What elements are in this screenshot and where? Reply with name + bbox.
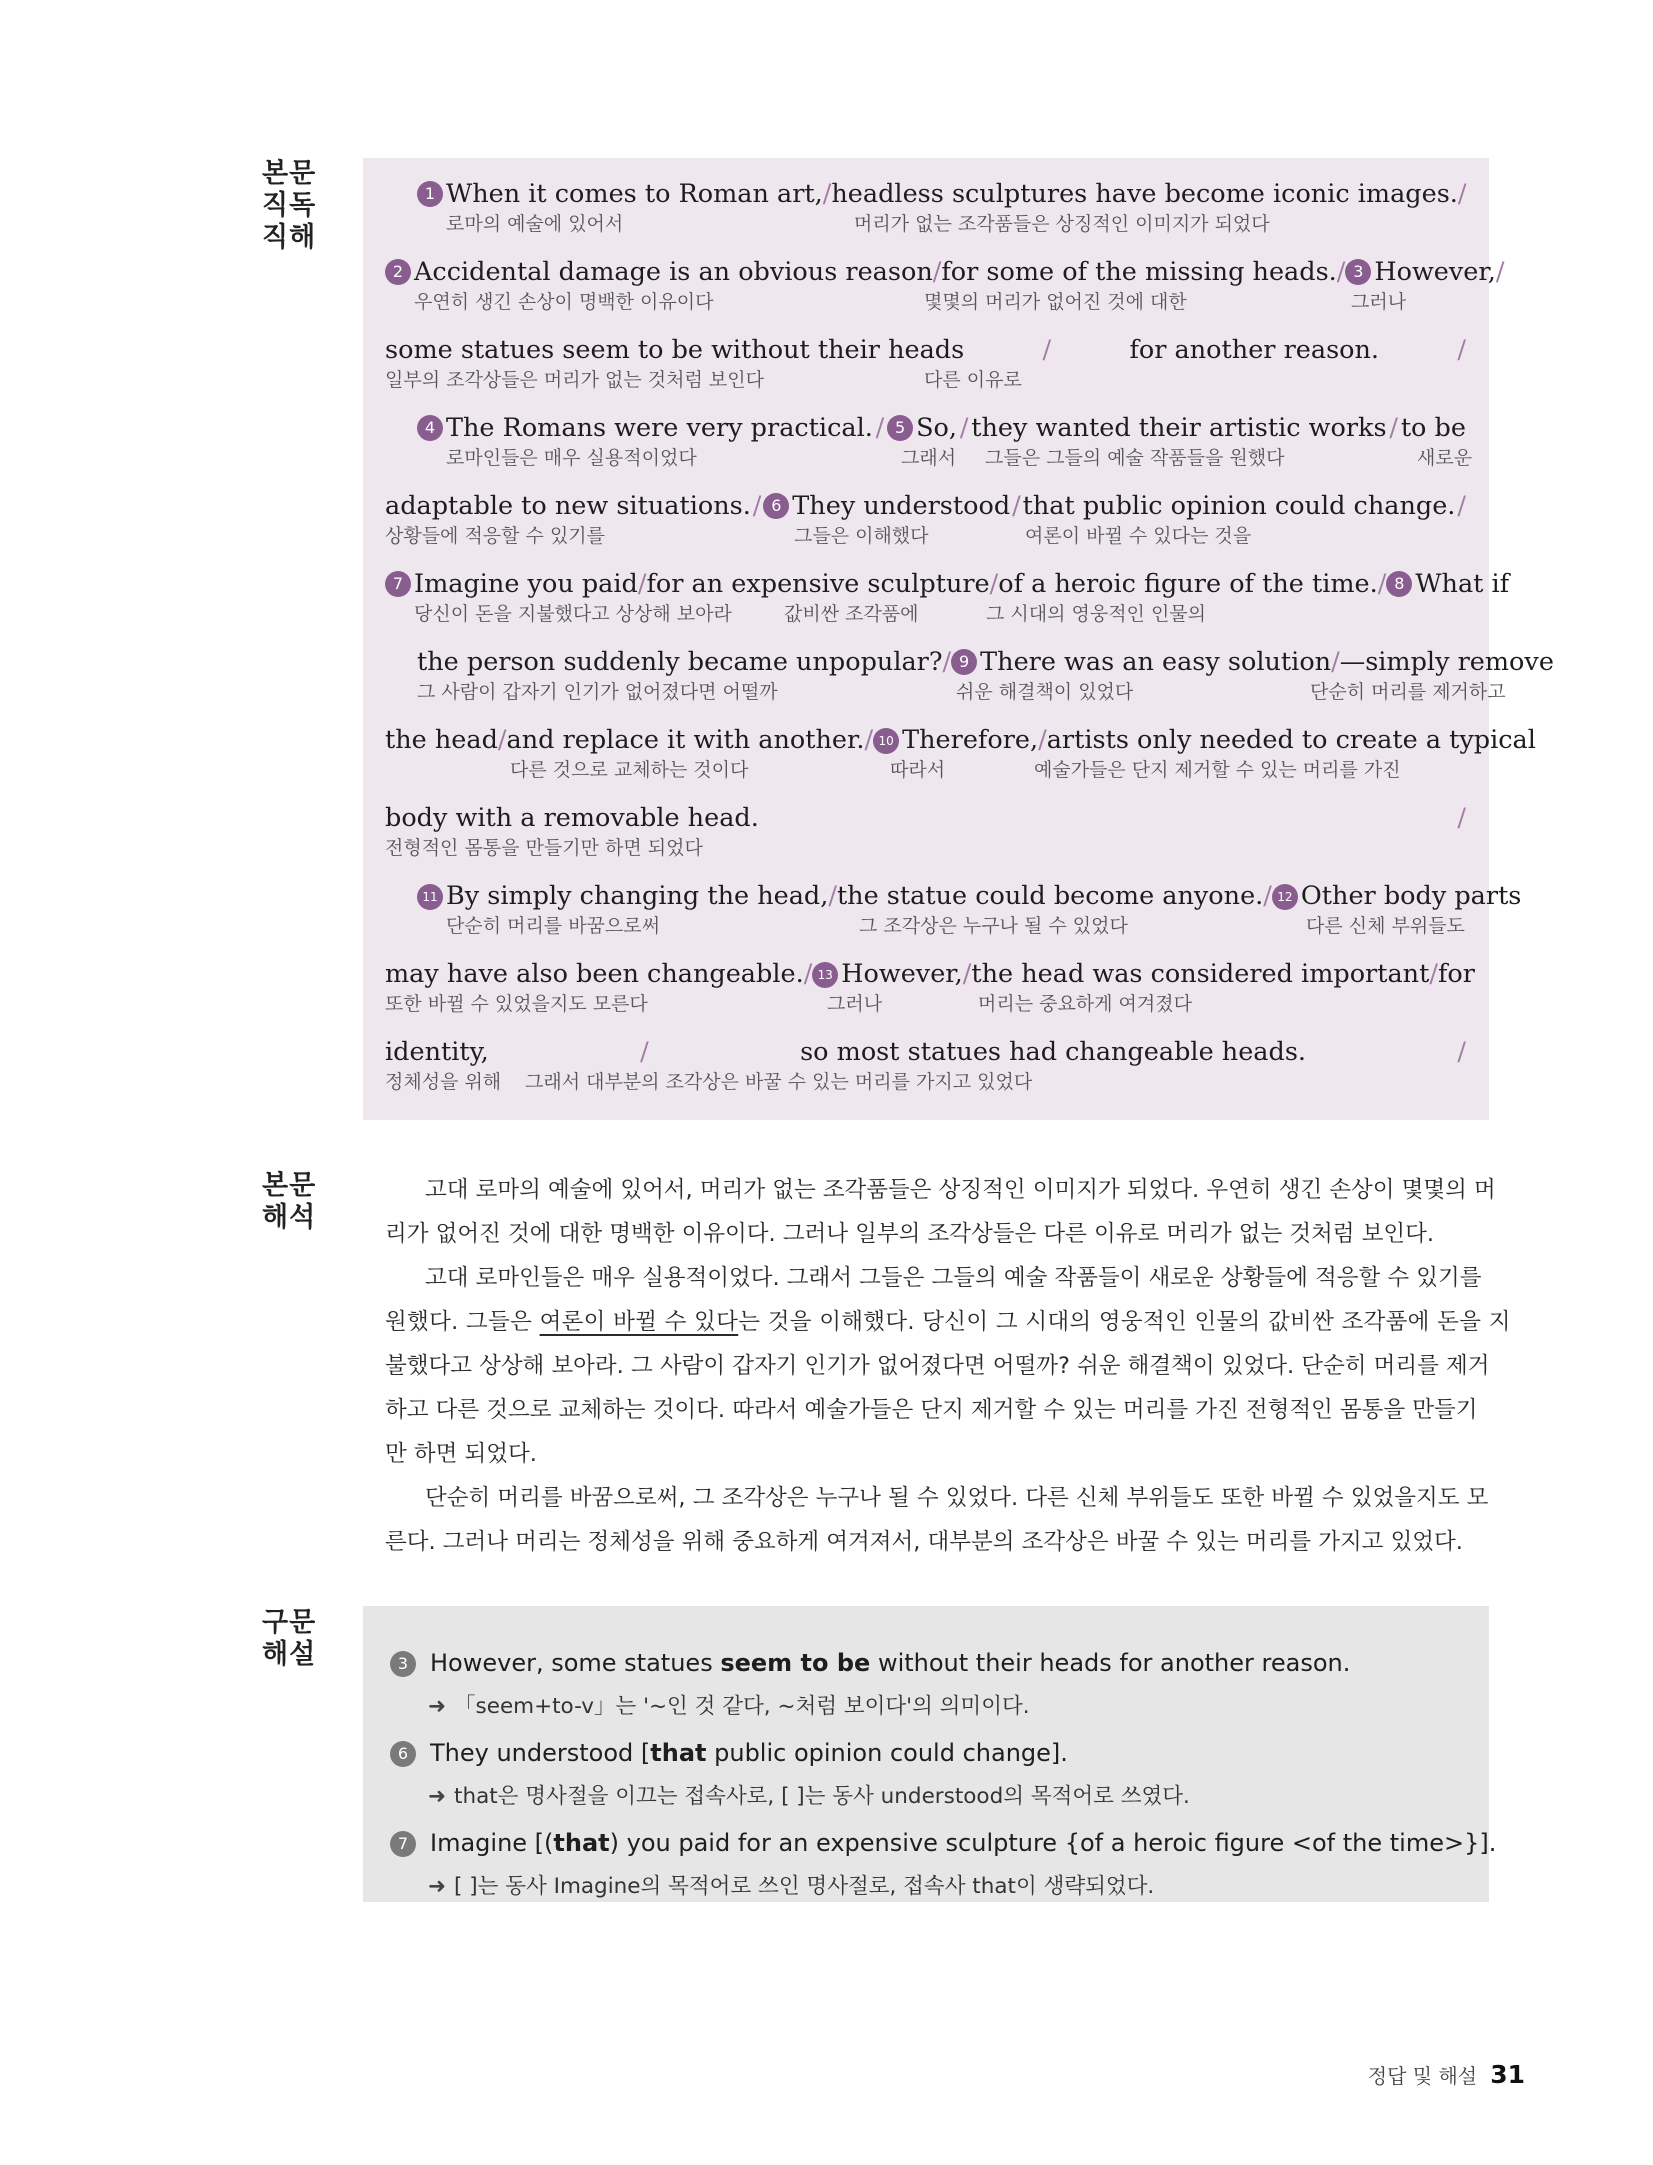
sentence-text: ) you paid for an expensive sculpture {of a heroic figure <of the time>}]. [609, 1829, 1497, 1857]
english-chunk: 8 What if [1386, 568, 1509, 600]
english-chunks [385, 1036, 1466, 1068]
translation-text: 만 하면 되었다. [385, 1441, 537, 1467]
korean-gloss: 여론이 바뀔 수 있다는 것을 [1025, 525, 1252, 547]
korean-glosses [385, 368, 1466, 392]
korean-gloss: 그들은 이해했다 [794, 525, 929, 547]
sentence-number-badge: 11 [417, 884, 443, 910]
sentence-number-badge: 6 [763, 493, 789, 519]
english-chunk: 3 However, [1345, 256, 1496, 288]
section-label-direct: 본문 직독 직해 [262, 158, 317, 253]
grammar-number-badge: 6 [390, 1741, 416, 1767]
korean-gloss: 다른 신체 부위들도 [1306, 915, 1465, 937]
grammar-note [428, 1692, 1030, 1722]
note-text: [ ]는 동사 Imagine의 목적어로 쓰인 명사절로, 접속사 that이 생략되었다. [454, 1874, 1155, 1899]
sentence-text: However, some statues [430, 1649, 721, 1677]
english-chunk: body with a removable head. [385, 803, 759, 833]
korean-glosses [385, 758, 1466, 782]
korean-gloss: 그러나 [1351, 291, 1407, 313]
translation-text: 른다. 그러나 머리는 정체성을 위해 중요하게 여겨져서, 대부분의 조각상은 바꿀 수 있는 머리를 가지고 있었다. [385, 1529, 1463, 1555]
translation-paragraphs [385, 1168, 1511, 1564]
sentence-number-badge: 4 [417, 415, 443, 441]
english-chunk: they wanted their artistic works [971, 413, 1387, 443]
korean-glosses [385, 524, 1466, 548]
sentence-text: without their heads for another reason. [870, 1649, 1351, 1677]
reading-line [385, 802, 1466, 860]
english-chunk: 5 So, [887, 412, 957, 444]
english-chunks [385, 334, 1466, 366]
chunk-slash: / [959, 413, 969, 443]
sentence-number-badge: 2 [385, 259, 411, 285]
korean-gloss: 당신이 돈을 지불했다고 상상해 보아라 [414, 603, 732, 625]
korean-gloss: 그들은 그들의 예술 작품들을 원했다 [985, 447, 1285, 469]
chunk-slash: / [1457, 491, 1466, 521]
chunk-slash: / [640, 1037, 649, 1067]
sentence-number-badge: 1 [417, 181, 443, 207]
korean-gloss: 머리가 없는 조각품들은 상징적인 이미지가 되었다 [854, 213, 1270, 235]
english-chunk: headless sculptures have become iconic images. [831, 179, 1458, 209]
english-chunk: 13 However, [812, 958, 963, 990]
section-label-grammar: 구문 해설 [262, 1607, 317, 1670]
korean-gloss: 그 조각상은 누구나 될 수 있었다 [859, 915, 1128, 937]
reading-line [417, 646, 1554, 704]
grammar-sentence [390, 1737, 1068, 1769]
english-chunks [385, 724, 1536, 756]
korean-gloss: 다른 이유로 [924, 369, 1022, 391]
korean-gloss: 단순히 머리를 바꿈으로써 [446, 915, 660, 937]
english-chunk: for an expensive sculpture [646, 569, 990, 599]
page-footer [1368, 2060, 1525, 2089]
korean-gloss: 새로운 [1417, 447, 1473, 469]
english-chunk: that public opinion could change. [1022, 491, 1456, 521]
english-chunk: 12 Other body parts [1272, 880, 1522, 912]
english-chunk: adaptable to new situations. [385, 491, 751, 521]
korean-gloss: 쉬운 해결책이 있었다 [956, 681, 1134, 703]
chunk-slash: / [1331, 647, 1340, 677]
translation-line [385, 1520, 1466, 1564]
section-label-translation: 본문 해석 [262, 1170, 317, 1233]
english-chunk: so most statues had changeable heads. [800, 1037, 1307, 1067]
korean-gloss: 로마인들은 매우 실용적이었다 [446, 447, 697, 469]
korean-glosses [385, 602, 1466, 626]
sentence-number-badge: 3 [1345, 259, 1371, 285]
korean-gloss: 정체성을 위해 [385, 1071, 502, 1093]
chunk-slash: / [1012, 491, 1021, 521]
bold-phrase: that [553, 1829, 610, 1857]
korean-gloss: 그 사람이 갑자기 인기가 없어졌다면 어떨까 [417, 681, 778, 703]
korean-gloss: 몇몇의 머리가 없어진 것에 대한 [924, 291, 1187, 313]
korean-glosses [417, 680, 1506, 704]
chunk-slash: / [1377, 569, 1387, 599]
english-chunk: for another reason. [1129, 335, 1380, 365]
reading-line [417, 412, 1473, 470]
english-chunk: identity, [385, 1037, 489, 1067]
chunk-slash: / [1457, 179, 1467, 209]
english-chunks [417, 880, 1522, 912]
chunk-slash: / [875, 413, 885, 443]
translation-text: 하고 다른 것으로 교체하는 것이다. 따라서 예술가들은 단지 제거할 수 있는 머리를 가진 전형적인 몸통을 만들기 [385, 1397, 1478, 1423]
translation-text: 원했다. 그들은 [385, 1309, 540, 1335]
reading-line [385, 724, 1536, 782]
chunk-slash: / [864, 725, 874, 755]
english-chunk: 4 The Romans were very practical. [417, 412, 873, 444]
grammar-number-badge: 7 [390, 1831, 416, 1857]
reading-line [385, 1036, 1466, 1094]
chunk-slash: / [822, 179, 832, 209]
chunk-slash: / [1389, 413, 1398, 443]
reading-line [417, 880, 1522, 938]
grammar-note [428, 1782, 1190, 1812]
sentence-number-badge: 9 [951, 649, 977, 675]
translation-text: 불했다고 상상해 보아라. 그 사람이 갑자기 인기가 없어졌다면 어떨까? 쉬운 해결책이 있었다. 단순히 머리를 제거 [385, 1353, 1490, 1379]
translation-line [385, 1300, 1511, 1344]
reading-line [385, 256, 1505, 314]
translation-line [385, 1256, 1482, 1300]
sentence-number-badge: 10 [873, 728, 899, 754]
korean-glosses [417, 446, 1473, 470]
korean-gloss: 전형적인 몸통을 만들기만 하면 되었다 [385, 837, 703, 859]
translation-line [385, 1388, 1478, 1432]
translation-line [385, 1476, 1489, 1520]
grammar-note [428, 1872, 1154, 1902]
english-chunk: artists only needed to create a typical [1046, 725, 1536, 755]
chunk-slash: / [1429, 959, 1438, 989]
english-chunk: for [1437, 959, 1475, 989]
chunk-slash: / [637, 569, 647, 599]
korean-gloss: 그래서 [901, 447, 957, 469]
korean-gloss: 예술가들은 단지 제거할 수 있는 머리를 가진 [1034, 759, 1401, 781]
sentence-number-badge: 7 [385, 571, 411, 597]
translation-text: 리가 없어진 것에 대한 명백한 이유이다. 그러나 일부의 조각상들은 다른 이유로 머리가 없는 것처럼 보인다. [385, 1221, 1435, 1247]
korean-gloss: 머리는 중요하게 여겨졌다 [978, 993, 1192, 1015]
korean-gloss: 값비싼 조각품에 [784, 603, 919, 625]
chunk-slash: / [932, 257, 942, 287]
sentence-text: public opinion could change]. [706, 1739, 1068, 1767]
korean-gloss: 그러나 [827, 993, 883, 1015]
chunk-slash: / [1038, 725, 1047, 755]
note-text: 「seem+to-v」는 '~인 것 같다, ~처럼 보이다'의 의미이다. [454, 1694, 1030, 1719]
footer-text: 정답 및 해설 [1367, 2064, 1478, 2088]
translation-text: 고대 로마의 예술에 있어서, 머리가 없는 조각품들은 상징적인 이미지가 되었다. 우연히 생긴 손상이 몇몇의 머 [425, 1177, 1496, 1203]
chunk-slash: / [1336, 257, 1346, 287]
sentence-number-badge: 5 [887, 415, 913, 441]
grammar-sentence [390, 1647, 1350, 1679]
korean-gloss: 그래서 대부분의 조각상은 바꿀 수 있는 머리를 가지고 있었다 [525, 1071, 1033, 1093]
chunk-slash: / [752, 491, 762, 521]
reading-line [417, 178, 1466, 236]
english-chunk: the person suddenly became unpopular? [417, 647, 943, 677]
chunk-slash: / [497, 725, 507, 755]
underlined-phrase: 여론이 바뀔 수 있다 [539, 1309, 739, 1335]
english-chunk: 10 Therefore, [873, 724, 1038, 756]
korean-glosses [385, 1070, 1466, 1094]
reading-line [385, 958, 1475, 1016]
korean-gloss: 그 시대의 영웅적인 인물의 [986, 603, 1207, 625]
korean-gloss: 또한 바뀔 수 있었을지도 모른다 [385, 993, 648, 1015]
arrow-icon: ➜ [428, 1874, 447, 1899]
korean-gloss: 상황들에 적응할 수 있기를 [385, 525, 606, 547]
sentence-number-badge: 12 [1272, 884, 1298, 910]
translation-line [385, 1168, 1496, 1212]
english-chunks [385, 568, 1510, 600]
chunk-slash: / [962, 959, 972, 989]
korean-gloss: 일부의 조각상들은 머리가 없는 것처럼 보인다 [385, 369, 764, 391]
english-chunk: the head [385, 725, 498, 755]
english-chunk: and replace it with another. [506, 725, 865, 755]
translation-line [385, 1432, 1466, 1476]
arrow-icon: ➜ [428, 1694, 447, 1719]
korean-glosses [385, 836, 1466, 860]
english-chunk: of a heroic figure of the time. [998, 569, 1378, 599]
english-chunks [385, 490, 1466, 522]
korean-gloss: 단순히 머리를 제거하고 [1310, 681, 1506, 703]
korean-gloss: 우연히 생긴 손상이 명백한 이유이다 [414, 291, 714, 313]
chunk-slash: / [989, 569, 999, 599]
english-chunks [417, 178, 1466, 210]
chunk-slash: / [1495, 257, 1505, 287]
english-chunks [385, 256, 1505, 288]
chunk-slash: / [828, 881, 837, 911]
english-chunk: 6 They understood [763, 490, 1010, 522]
english-chunk: the head was considered important [971, 959, 1430, 989]
english-chunk: 7 Imagine you paid [385, 568, 638, 600]
korean-glosses [385, 992, 1466, 1016]
korean-glosses [417, 212, 1466, 236]
bold-phrase: that [650, 1739, 707, 1767]
arrow-icon: ➜ [428, 1784, 447, 1809]
sentence-text: They understood [ [430, 1739, 651, 1767]
english-chunk: 1 When it comes to Roman art, [417, 178, 823, 210]
translation-text: 는 것을 이해했다. 당신이 그 시대의 영웅적인 인물의 값비싼 조각품에 돈을 지 [738, 1309, 1511, 1335]
grammar-sentence [390, 1827, 1496, 1859]
translation-text: 고대 로마인들은 매우 실용적이었다. 그래서 그들은 그들의 예술 작품들이 새로운 상황들에 적응할 수 있기를 [425, 1265, 1482, 1291]
reading-line [385, 568, 1510, 626]
english-chunk: 11 By simply changing the head, [417, 880, 828, 912]
korean-gloss: 따라서 [890, 759, 946, 781]
english-chunks [417, 646, 1554, 678]
korean-gloss: 다른 것으로 교체하는 것이다 [510, 759, 749, 781]
translation-text: 단순히 머리를 바꿈으로써, 그 조각상은 누구나 될 수 있었다. 다른 신체 부위들도 또한 바뀔 수 있었을지도 모 [425, 1485, 1489, 1511]
english-chunk: for some of the missing heads. [941, 257, 1337, 287]
sentence-number-badge: 8 [1386, 571, 1412, 597]
chunk-slash: / [1457, 803, 1466, 833]
chunk-slash: / [1457, 335, 1466, 365]
note-text: that은 명사절을 이끄는 접속사로, [ ]는 동사 understood의 목적어로 쓰였다. [454, 1784, 1190, 1809]
english-chunk: 9 There was an easy solution [951, 646, 1331, 678]
chunk-slash: / [1263, 881, 1272, 911]
english-chunks [385, 958, 1475, 990]
sentence-text: Imagine [( [430, 1829, 554, 1857]
english-chunk: —simply remove [1339, 647, 1554, 677]
korean-glosses [385, 290, 1466, 314]
translation-line [385, 1212, 1466, 1256]
chunk-slash: / [942, 647, 952, 677]
english-chunk: the statue could become anyone. [836, 881, 1264, 911]
reading-line [385, 490, 1466, 548]
english-chunk: to be [1400, 413, 1466, 443]
grammar-number-badge: 3 [390, 1651, 416, 1677]
english-chunks [417, 412, 1466, 444]
english-chunks [385, 802, 1466, 834]
korean-glosses [417, 914, 1466, 938]
sentence-number-badge: 13 [812, 962, 838, 988]
english-chunk: 2 Accidental damage is an obvious reason [385, 256, 933, 288]
chunk-slash: / [1457, 1037, 1466, 1067]
korean-gloss: 로마의 예술에 있어서 [446, 213, 624, 235]
chunk-slash: / [803, 959, 813, 989]
reading-line [385, 334, 1466, 392]
page-number: 31 [1490, 2060, 1525, 2089]
chunk-slash: / [1042, 335, 1052, 365]
translation-line [385, 1344, 1490, 1388]
english-chunk: some statues seem to be without their heads [385, 335, 965, 365]
bold-phrase: seem to be [720, 1649, 871, 1677]
english-chunk: may have also been changeable. [385, 959, 804, 989]
